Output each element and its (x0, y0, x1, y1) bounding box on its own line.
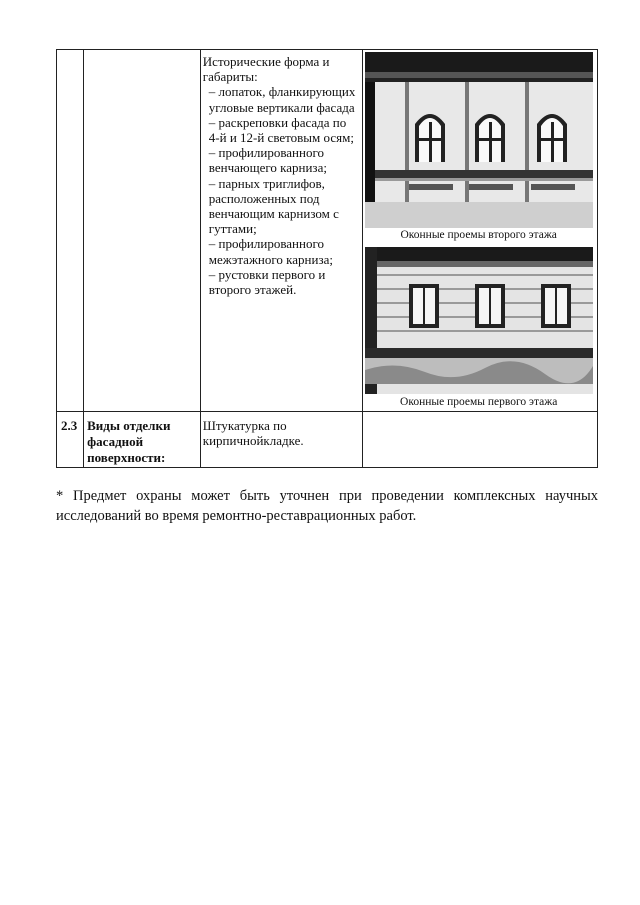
photo-cell (362, 50, 597, 412)
photo-caption-upper: Оконные проемы второго этажа (363, 229, 595, 241)
description-item: – профилированного межэтажного карниза; (208, 236, 333, 267)
table-row (57, 412, 598, 468)
footnote: * Предмет охраны может быть уточнен при проведении комплексных научных исследований во время ремонтно-реставрационных работ. (56, 488, 598, 524)
row-name-cell: Виды отделки фасадной поверхности: (84, 412, 201, 468)
description-item: – раскреповки фасада по 4-й и 12-й световым осям; (208, 114, 354, 146)
photo-cell (362, 412, 597, 468)
description-cell (200, 50, 362, 412)
table-row (57, 50, 598, 412)
description-cell: Штукатурка по кирпичнойкладке. (200, 412, 362, 468)
upper-facade-image (365, 52, 593, 228)
row-number-cell: 2.3 (57, 412, 84, 468)
description-intro: Исторические форма и габариты: (202, 54, 330, 85)
photo-caption-lower: Оконные проемы первого этажа (363, 396, 595, 408)
description-item: – лопаток, фланкирующих угловые вертикали фасада (208, 84, 356, 115)
row-name-cell (84, 50, 201, 412)
description-item: – профилированного венчающего карниза; (208, 145, 327, 176)
description-item: – рустовки первого и второго этажей. (208, 266, 326, 298)
description-item: – парных триглифов, расположенных под венчающим карнизом с гуттами; (208, 175, 339, 237)
lower-facade-image (365, 247, 593, 394)
row-number-cell (57, 50, 84, 412)
heritage-table (56, 49, 598, 468)
